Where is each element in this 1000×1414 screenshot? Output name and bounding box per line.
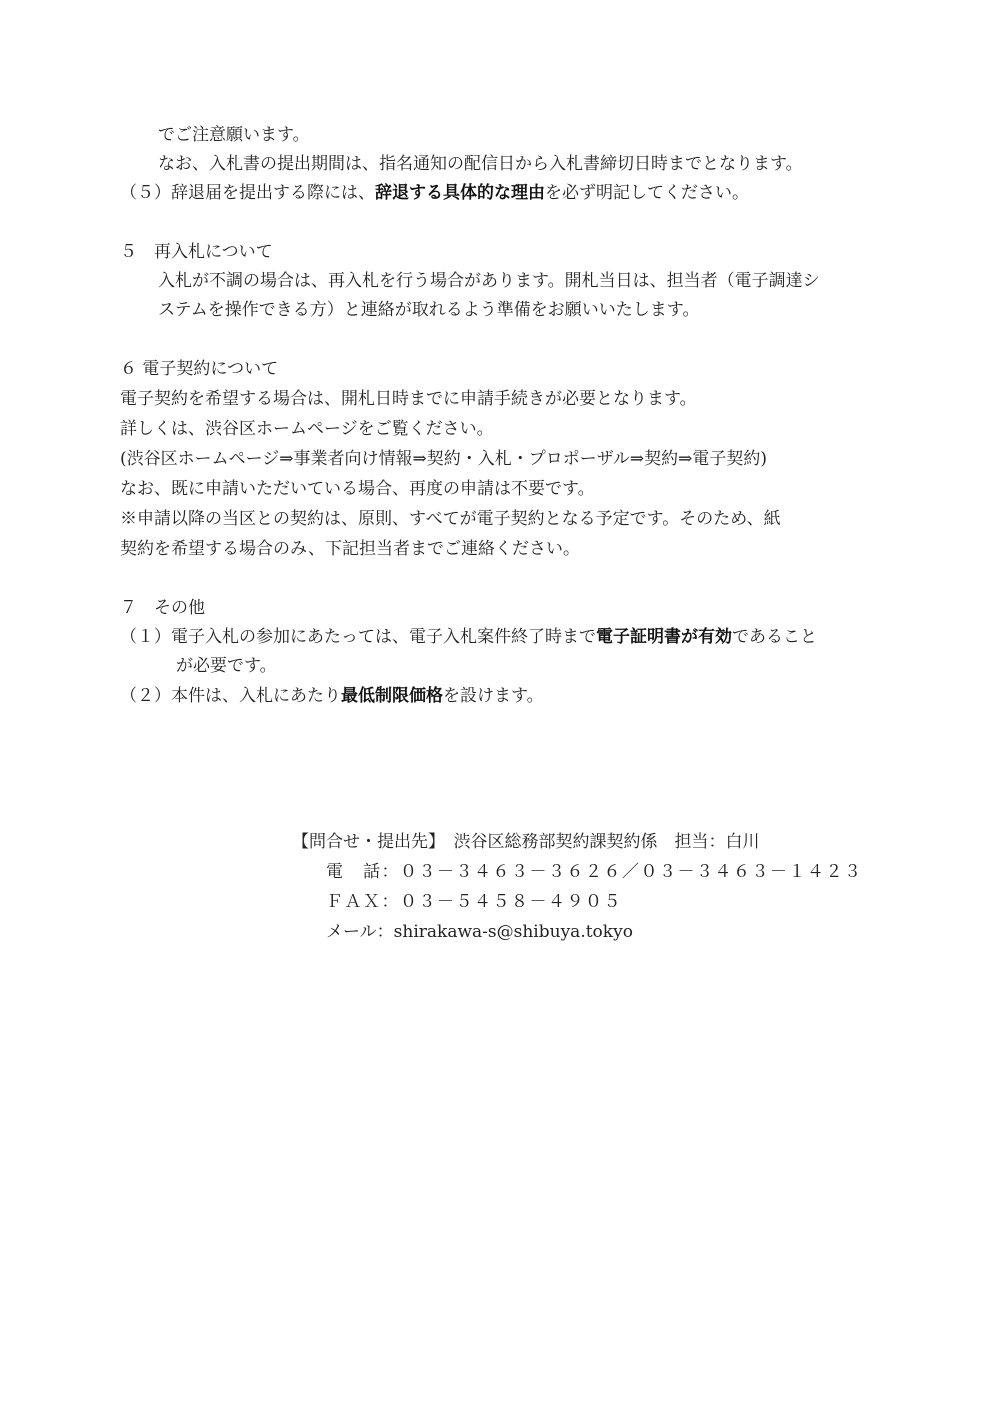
fax-label: ＦＡＸ：: [326, 892, 400, 912]
bold-emphasis: 辞退する具体的な理由: [375, 183, 545, 203]
bold-emphasis: 最低制限価格: [341, 686, 443, 706]
contact-phone: [326, 861, 863, 883]
contact-header: 【問合せ・提出先】 渋谷区総務部契約課契約係 担当：白川: [292, 832, 760, 852]
list-item-5: [120, 182, 749, 204]
paragraph-line: 契約を希望する場合のみ、下記担当者までご連絡ください。: [120, 539, 581, 559]
paragraph-line: なお、既に申請いただいている場合、再度の申請は不要です。: [120, 479, 595, 499]
phone-label: 電 話：: [326, 862, 400, 882]
paragraph-line: 入札が不調の場合は、再入札を行う場合があります。開札当日は、担当者（電子調達シ: [158, 271, 820, 291]
item-text: を必ず明記してください。: [545, 183, 749, 203]
bold-emphasis: 電子証明書が有効: [596, 627, 732, 647]
paragraph-line: が必要です。: [176, 656, 277, 676]
mail-address[interactable]: shirakawa-s@shibuya.tokyo: [393, 922, 633, 942]
section-heading: ５ 再入札について: [120, 242, 273, 262]
paragraph-line: なお、入札書の提出期間は、指名通知の配信日から入札書締切日時までとなります。: [158, 154, 803, 174]
section-heading: ７ その他: [120, 598, 205, 618]
section-heading: ６ 電子契約について: [120, 359, 279, 379]
contact-fax: [326, 891, 622, 913]
breadcrumb-path: (渋谷区ホームページ⇒事業者向け情報⇒契約・入札・プロポーザル⇒契約⇒電子契約): [120, 449, 768, 469]
list-item-2: [120, 685, 544, 707]
item-text: （５）辞退届を提出する際には、: [120, 183, 375, 203]
paragraph-line: ステムを操作できる方）と連絡が取れるよう準備をお願いいたします。: [158, 300, 700, 320]
item-text: （２）本件は、入札にあたり: [120, 686, 341, 706]
list-item-1: [120, 626, 817, 648]
paragraph-line: ※申請以降の当区との契約は、原則、すべてが電子契約となる予定です。そのため、紙: [120, 509, 781, 529]
paragraph-line: 電子契約を希望する場合は、開札日時までに申請手続きが必要となります。: [120, 389, 697, 409]
contact-mail: [326, 921, 633, 943]
fax-number: ０３－５４５８－４９０５: [400, 892, 622, 912]
mail-label: メール：: [326, 922, 394, 942]
paragraph-line: 詳しくは、渋谷区ホームページをご覧ください。: [120, 419, 494, 439]
phone-number: ０３－３４６３－３６２６／０３－３４６３－１４２３: [400, 862, 863, 882]
paragraph-line: でご注意願います。: [158, 125, 310, 145]
item-text: であること: [732, 627, 817, 647]
item-text: を設けます。: [443, 686, 544, 706]
item-text: （１）電子入札の参加にあたっては、電子入札案件終了時まで: [120, 627, 596, 647]
